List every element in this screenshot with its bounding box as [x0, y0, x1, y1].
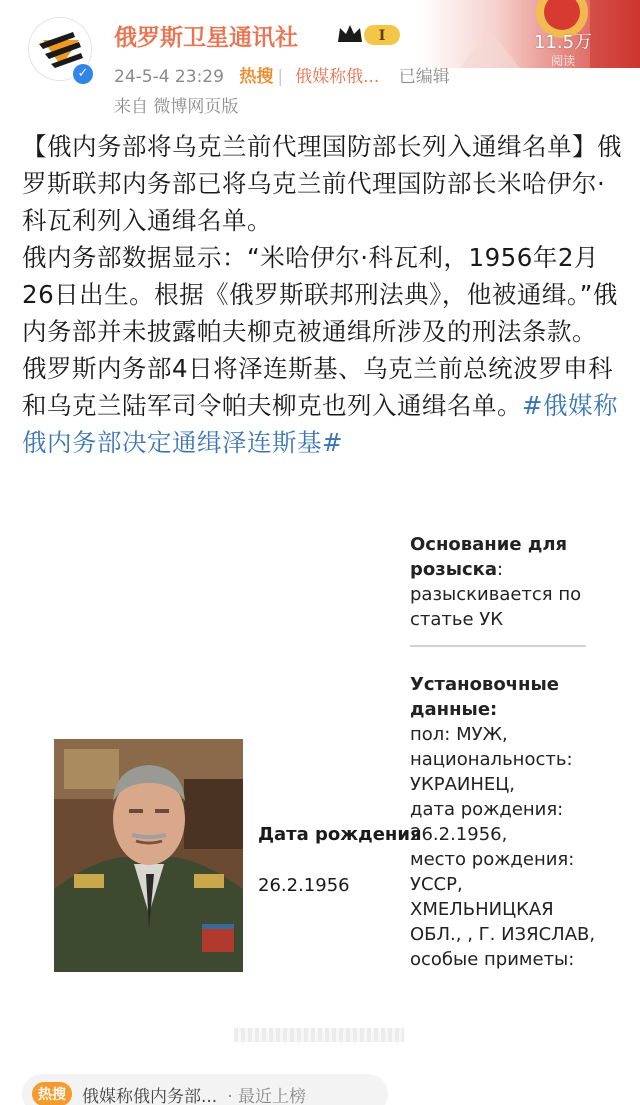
details-line-features: особые приметы:: [410, 949, 575, 970]
post-date: 24-5-4 23:29: [114, 67, 224, 87]
hot-topic-link[interactable]: 俄媒称俄...: [295, 67, 380, 87]
author-name[interactable]: 俄罗斯卫星通讯社: [114, 25, 298, 51]
details-line-birthdate: дата рождения: 26.2.1956,: [410, 799, 564, 845]
details-heading: Установочные данные:: [410, 674, 559, 720]
image-watermark: [234, 1028, 404, 1042]
verified-badge-icon: ✓: [71, 62, 95, 86]
suspect-photo: [54, 739, 243, 972]
wanted-card-image[interactable]: [0, 520, 640, 1065]
details-divider: [410, 645, 586, 647]
basis-block: [410, 532, 610, 582]
post-content: [22, 128, 622, 461]
dob-value: 26.2.1956: [258, 875, 350, 896]
hot-search-label[interactable]: 热搜: [239, 67, 274, 87]
post-meta: [114, 62, 450, 87]
hot-search-bar[interactable]: [22, 1074, 388, 1105]
details-line-nationality: национальность: УКРАИНЕЦ,: [410, 749, 573, 795]
post-header: [0, 0, 640, 120]
hot-search-status: · 最近上榜: [227, 1086, 307, 1105]
hot-search-topic[interactable]: 俄媒称俄内务部...: [82, 1086, 218, 1105]
hot-search-icon: [32, 1082, 72, 1105]
read-count: [518, 28, 608, 69]
post-paragraph-2: 俄内务部数据显示：“米哈伊尔·科瓦利，1956年2月26日出生。根据《俄罗斯联邦刑法典》，他被通缉。”俄内务部并未披露帕夫柳克被通缉所涉及的刑法条款。: [22, 243, 618, 346]
basis-text: разыскивается по статье УК: [410, 584, 582, 630]
dob-label: Дата рождения: [258, 824, 422, 845]
details-line-birthplace: место рождения: УССР, ХМЕЛЬНИЦКАЯ ОБЛ., , Г. ИЗЯСЛАВ,: [410, 849, 596, 945]
post-paragraph-1: 【俄内务部将乌克兰前代理国防部长列入通缉名单】俄罗斯联邦内务部已将乌克兰前代理国防部长米哈伊尔·科瓦利列入通缉名单。: [22, 132, 622, 235]
vip-crown-icon[interactable]: [336, 22, 402, 48]
post-paragraph-3: [22, 350, 622, 461]
portrait-illustration: [54, 739, 243, 972]
post-paragraph-3-text: 俄罗斯内务部4日将泽连斯基、乌克兰前总统波罗申科和乌克兰陆军司令帕夫柳克也列入通缉名单。: [22, 354, 614, 420]
read-count-number: 11.5万: [533, 32, 593, 53]
hot-search-icon-label: 热搜: [38, 1087, 66, 1103]
read-count-label: 阅读: [550, 54, 575, 68]
wanted-details: [410, 532, 610, 972]
vip-level: I: [378, 28, 386, 44]
meta-separator: |: [277, 67, 284, 87]
basis-heading: Основание для розыска: [410, 534, 568, 580]
basis-colon: :: [497, 559, 504, 580]
details-line-gender: пол: МУЖ,: [410, 724, 508, 745]
post-source: 来自 微博网页版: [114, 97, 239, 117]
hashtag-link[interactable]: #俄媒称俄内务部决定通缉泽连斯基#: [22, 391, 619, 457]
edited-label[interactable]: 已编辑: [398, 67, 450, 87]
